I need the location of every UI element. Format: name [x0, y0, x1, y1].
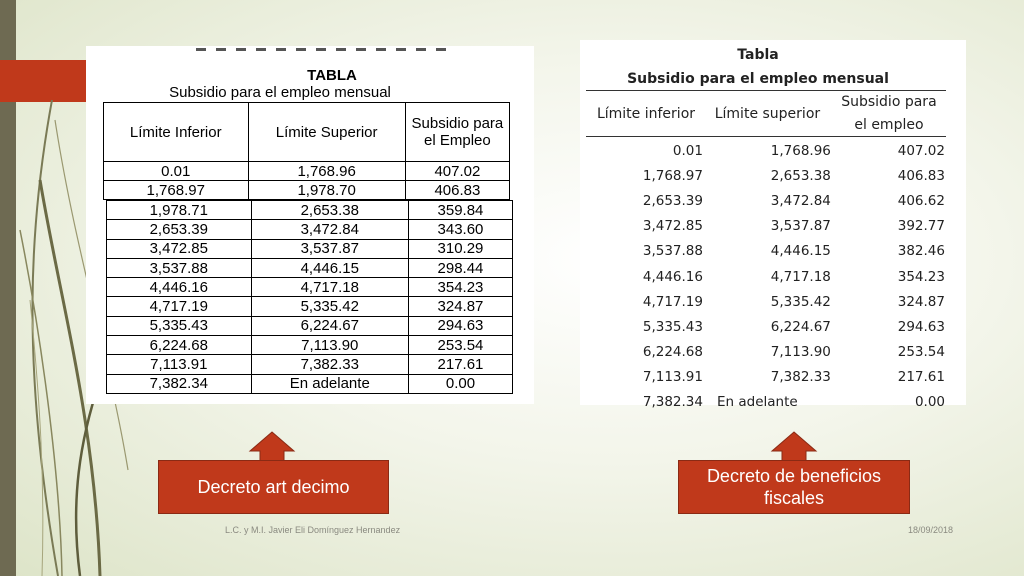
right-table-title: Tabla — [737, 47, 779, 63]
header-limite-superior: Límite Superior — [248, 103, 405, 162]
header-limite-inferior: Límite inferior — [596, 105, 696, 122]
cell-subsidio: 0.00 — [914, 394, 945, 411]
cell-superior: 1,768.96 — [248, 162, 405, 181]
cell-subsidio: 294.63 — [408, 316, 512, 335]
cell-subsidio: 253.54 — [408, 336, 512, 355]
cell-superior: 7,382.33 — [251, 355, 408, 374]
cropped-text-line — [196, 46, 476, 54]
cell-superior: 6,224.67 — [251, 316, 408, 335]
header-limite-inferior: Límite Inferior — [104, 103, 249, 162]
cell-inferior: 1,768.97 — [104, 181, 249, 200]
table-row — [588, 239, 946, 264]
table-row — [588, 264, 946, 289]
right-table-image — [580, 40, 966, 411]
table-row — [588, 289, 946, 314]
left-table-image — [86, 46, 534, 404]
footer-date: 18/09/2018 — [908, 525, 954, 535]
header-subsidio: Subsidio para el empleo — [841, 94, 937, 133]
cell-superior: 6,224.67 — [770, 318, 831, 335]
table-row — [588, 314, 946, 339]
cell-subsidio: 217.61 — [408, 355, 512, 374]
left-table-top — [103, 102, 510, 200]
table-row — [588, 390, 946, 415]
cell-subsidio: 343.60 — [408, 220, 512, 239]
cell-inferior: 4,446.16 — [642, 268, 703, 285]
cell-superior: En adelante — [716, 394, 798, 411]
table-row — [107, 355, 513, 374]
cell-superior: 2,653.38 — [251, 201, 408, 220]
cell-inferior: 3,537.88 — [107, 258, 252, 277]
table-row — [588, 163, 946, 188]
cell-superior: 3,537.87 — [251, 239, 408, 258]
cell-inferior: 4,717.19 — [107, 297, 252, 316]
table-row — [107, 336, 513, 355]
cell-subsidio: 324.87 — [897, 293, 945, 310]
left-table-title: TABLA — [307, 67, 357, 84]
cell-superior: 7,113.90 — [251, 336, 408, 355]
cell-superior: 3,537.87 — [770, 218, 831, 235]
right-table — [588, 90, 946, 415]
table-row — [107, 278, 513, 297]
table-row — [104, 181, 510, 200]
cell-superior: 4,446.15 — [251, 258, 408, 277]
cell-inferior: 3,472.85 — [107, 239, 252, 258]
table-row — [107, 316, 513, 335]
table-row — [588, 214, 946, 239]
cell-subsidio: 324.87 — [408, 297, 512, 316]
cell-subsidio: 406.62 — [897, 192, 945, 209]
callout-decreto-art-decimo: Decreto art decimo — [158, 460, 389, 514]
arrow-up-icon — [770, 431, 818, 462]
cell-inferior: 5,335.43 — [107, 316, 252, 335]
table-header-row — [588, 90, 946, 138]
cell-inferior: 3,472.85 — [642, 218, 703, 235]
table-row — [588, 365, 946, 390]
cell-inferior: 4,717.19 — [642, 293, 703, 310]
cell-superior: 4,446.15 — [770, 243, 831, 260]
footer-author: L.C. y M.I. Javier Eli Domínguez Hernandez — [225, 525, 401, 535]
cell-inferior: 3,537.88 — [642, 243, 703, 260]
right-table-subtitle: Subsidio para el empleo mensual — [627, 71, 889, 87]
cell-inferior: 2,653.39 — [642, 192, 703, 209]
table-row — [107, 201, 513, 220]
cell-superior: 2,653.38 — [770, 167, 831, 184]
header-limite-superior: Límite superior — [714, 105, 821, 122]
cell-subsidio: 354.23 — [897, 268, 945, 285]
cell-inferior: 0.01 — [104, 162, 249, 181]
cell-inferior: 6,224.68 — [642, 344, 703, 361]
table-row — [107, 297, 513, 316]
table-row — [107, 239, 513, 258]
table-row — [104, 162, 510, 181]
cell-superior: 5,335.42 — [770, 293, 831, 310]
cell-subsidio: 407.02 — [405, 162, 509, 181]
cell-inferior: 7,382.34 — [642, 394, 703, 411]
cell-inferior: 6,224.68 — [107, 336, 252, 355]
cell-superior: 1,978.70 — [248, 181, 405, 200]
table-row — [588, 188, 946, 213]
header-subsidio: Subsidio para el Empleo — [405, 103, 509, 162]
table-row — [107, 258, 513, 277]
cell-inferior: 0.01 — [672, 142, 703, 159]
cell-superior: 7,382.33 — [770, 369, 831, 386]
cell-inferior: 7,382.34 — [107, 374, 252, 393]
cell-superior: 4,717.18 — [770, 268, 831, 285]
table-row — [107, 374, 513, 393]
cell-superior: 5,335.42 — [251, 297, 408, 316]
callout-decreto-beneficios-fiscales: Decreto de beneficios fiscales — [678, 460, 910, 514]
left-table-bottom — [106, 200, 513, 394]
cell-subsidio: 294.63 — [897, 318, 945, 335]
cell-subsidio: 354.23 — [408, 278, 512, 297]
cell-subsidio: 382.46 — [897, 243, 945, 260]
cell-subsidio: 0.00 — [408, 374, 512, 393]
cell-subsidio: 407.02 — [897, 142, 945, 159]
cell-subsidio: 253.54 — [897, 344, 945, 361]
cell-inferior: 7,113.91 — [642, 369, 703, 386]
table-row — [588, 138, 946, 163]
left-table-subtitle: Subsidio para el empleo mensual — [169, 84, 391, 101]
cell-subsidio: 392.77 — [897, 218, 945, 235]
cell-inferior: 4,446.16 — [107, 278, 252, 297]
cell-superior: 7,113.90 — [770, 344, 831, 361]
cell-superior: 3,472.84 — [251, 220, 408, 239]
table-row — [588, 340, 946, 365]
cell-inferior: 7,113.91 — [107, 355, 252, 374]
cell-subsidio: 406.83 — [897, 167, 945, 184]
cell-superior: 1,768.96 — [770, 142, 831, 159]
cell-subsidio: 217.61 — [897, 369, 945, 386]
arrow-up-icon — [248, 431, 296, 462]
cell-superior: 3,472.84 — [770, 192, 831, 209]
cell-inferior: 1,978.71 — [107, 201, 252, 220]
cell-inferior: 2,653.39 — [107, 220, 252, 239]
cell-subsidio: 359.84 — [408, 201, 512, 220]
cell-subsidio: 406.83 — [405, 181, 509, 200]
cell-subsidio: 298.44 — [408, 258, 512, 277]
table-header-row — [104, 103, 510, 162]
cell-inferior: 5,335.43 — [642, 318, 703, 335]
cell-subsidio: 310.29 — [408, 239, 512, 258]
cell-inferior: 1,768.97 — [642, 167, 703, 184]
cell-superior: En adelante — [251, 374, 408, 393]
table-row — [107, 220, 513, 239]
cell-superior: 4,717.18 — [251, 278, 408, 297]
